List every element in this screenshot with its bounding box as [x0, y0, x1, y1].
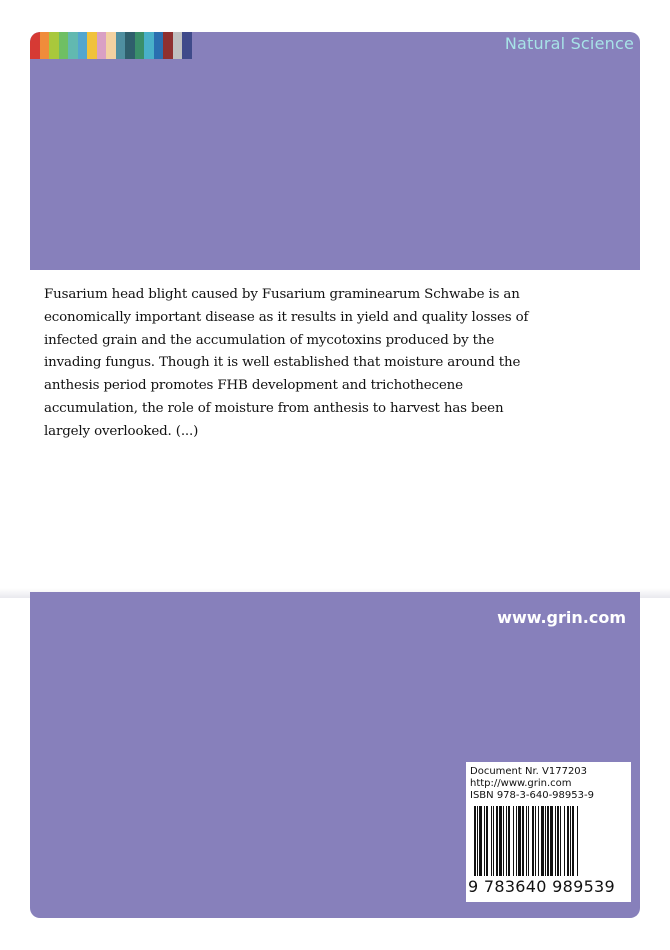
barcode-bar — [567, 806, 569, 876]
barcode-bar — [522, 806, 524, 876]
barcode-bar — [550, 806, 553, 876]
barcode-bar — [560, 806, 561, 876]
color-stripe — [87, 32, 97, 59]
bottom-cover-panel — [30, 592, 640, 918]
barcode-bar — [526, 806, 527, 876]
barcode-box — [466, 762, 631, 902]
color-stripe — [116, 32, 126, 59]
color-stripe — [125, 32, 135, 59]
color-stripes — [30, 32, 192, 59]
barcode-bar — [513, 806, 514, 876]
barcode-bar — [538, 806, 539, 876]
color-stripe — [40, 32, 50, 59]
barcode-bar — [535, 806, 536, 876]
color-stripe — [78, 32, 88, 59]
barcode-bar — [541, 806, 544, 876]
color-stripe — [173, 32, 183, 59]
barcode-bar — [499, 806, 502, 876]
color-stripe — [68, 32, 78, 59]
document-number: Document Nr. V177203 — [470, 766, 588, 777]
color-stripe — [49, 32, 59, 59]
barcode-bar — [479, 806, 482, 876]
book-blurb: Fusarium head blight caused by Fusarium graminearum Schwabe is an economically important disease as it results in yield and quality losses of infected grain and the accumulation of mycotoxins produced by the invading fungus. Though it is well established that moisture around the anthesis period promotes FHB development and trichothecene accumulation, the role of moisture from anthesis to harvest has been largely overlooked. (...) — [44, 287, 529, 439]
barcode-bar — [503, 806, 504, 876]
barcode-bar — [491, 806, 492, 876]
barcode-bar — [484, 806, 485, 876]
isbn-text: ISBN 978-3-640-98953-9 — [470, 790, 594, 801]
barcode-bar — [547, 806, 549, 876]
color-stripe — [163, 32, 173, 59]
color-stripe — [97, 32, 107, 59]
color-stripe — [182, 32, 192, 59]
barcode-bar — [572, 806, 574, 876]
barcode-bar — [564, 806, 565, 876]
barcode-bar — [557, 806, 559, 876]
color-stripe — [30, 32, 40, 59]
barcode-bar — [508, 806, 510, 876]
barcode-bar — [474, 806, 476, 876]
barcode-digits: 9 783640 989539 — [468, 877, 616, 896]
document-url: http://www.grin.com — [470, 778, 572, 789]
color-stripe — [106, 32, 116, 59]
blurb-area — [30, 270, 640, 592]
barcode-bar — [528, 806, 529, 876]
top-cover-panel — [30, 32, 640, 270]
barcode-bar — [555, 806, 556, 876]
color-stripe — [154, 32, 164, 59]
barcode-bar — [477, 806, 478, 876]
barcode-bar — [570, 806, 571, 876]
color-stripe — [144, 32, 154, 59]
publisher-website[interactable]: www.grin.com — [497, 608, 626, 627]
barcode-bar — [506, 806, 507, 876]
barcode-bar — [577, 806, 578, 876]
color-stripe — [135, 32, 145, 59]
barcode-bar — [486, 806, 488, 876]
barcode — [474, 806, 624, 876]
barcode-bar — [532, 806, 534, 876]
barcode-bar — [545, 806, 546, 876]
barcode-bar — [493, 806, 494, 876]
color-stripe — [59, 32, 69, 59]
barcode-bar — [496, 806, 498, 876]
category-label: Natural Science — [504, 34, 634, 53]
barcode-bar — [516, 806, 517, 876]
barcode-bar — [518, 806, 521, 876]
